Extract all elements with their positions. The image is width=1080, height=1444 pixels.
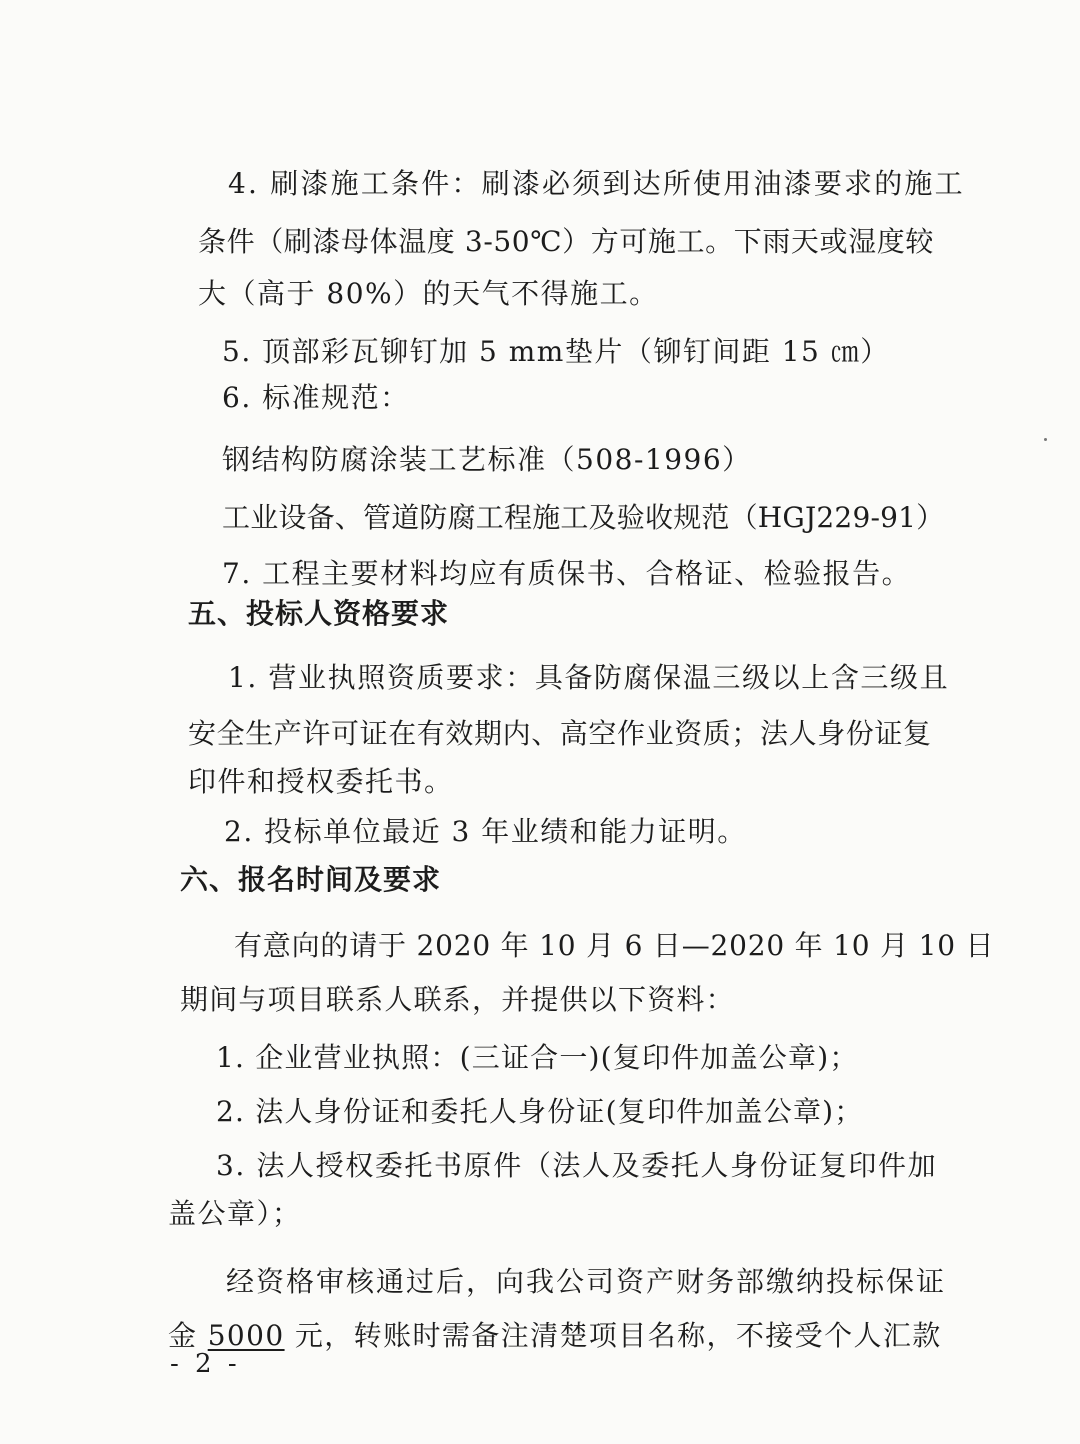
deposit-prefix: 金	[168, 1319, 208, 1352]
deposit-line	[168, 1318, 942, 1354]
paper-speck	[1044, 438, 1047, 441]
paragraph-line: 6. 标准规范：	[222, 381, 410, 414]
paragraph-line: 条件（刷漆母体温度 3-50℃）方可施工。下雨天或湿度较	[198, 225, 934, 258]
paragraph-line: 大（高于 80%）的天气不得施工。	[198, 277, 659, 310]
paragraph-line: 工业设备、管道防腐工程施工及验收规范（HGJ229-91）	[222, 501, 945, 534]
paragraph-line: 有意向的请于 2020 年 10 月 6 日—2020 年 10 月 10 日	[234, 929, 995, 962]
page-number: - 2 -	[170, 1349, 241, 1379]
paragraph-line: 安全生产许可证在有效期内、高空作业资质；法人身份证复	[188, 717, 932, 750]
deposit-suffix: 元，转账时需备注清楚项目名称，不接受个人汇款	[284, 1319, 942, 1352]
paragraph-line: 2. 法人身份证和委托人身份证(复印件加盖公章)；	[216, 1095, 864, 1128]
paragraph-line: 7. 工程主要材料均应有质保书、合格证、检验报告。	[222, 557, 912, 590]
paragraph-line: 经资格审核通过后，向我公司资产财务部缴纳投标保证	[226, 1265, 947, 1298]
paragraph-line: 盖公章）；	[168, 1197, 302, 1230]
paragraph-line: 5. 顶部彩瓦铆钉加 5 mm垫片（铆钉间距 15 ㎝）	[222, 335, 890, 368]
paragraph-line: 4. 刷漆施工条件：刷漆必须到达所使用油漆要求的施工	[228, 167, 965, 200]
paragraph-line: 1. 企业营业执照：(三证合一)(复印件加盖公章)；	[216, 1041, 859, 1074]
paragraph-line: 2. 投标单位最近 3 年业绩和能力证明。	[224, 815, 747, 848]
section-heading: 五、投标人资格要求	[188, 597, 450, 630]
paragraph-line: 1. 营业执照资质要求：具备防腐保温三级以上含三级且	[228, 661, 950, 694]
deposit-amount: 5000	[207, 1319, 285, 1352]
paragraph-line: 3. 法人授权委托书原件（法人及委托人身份证复印件加	[216, 1149, 938, 1182]
section-heading: 六、报名时间及要求	[180, 863, 442, 896]
paragraph-line: 印件和授权委托书。	[188, 765, 454, 798]
paragraph-line: 钢结构防腐涂装工艺标准（508-1996）	[222, 443, 752, 476]
paragraph-line: 期间与项目联系人联系，并提供以下资料：	[180, 983, 735, 1016]
